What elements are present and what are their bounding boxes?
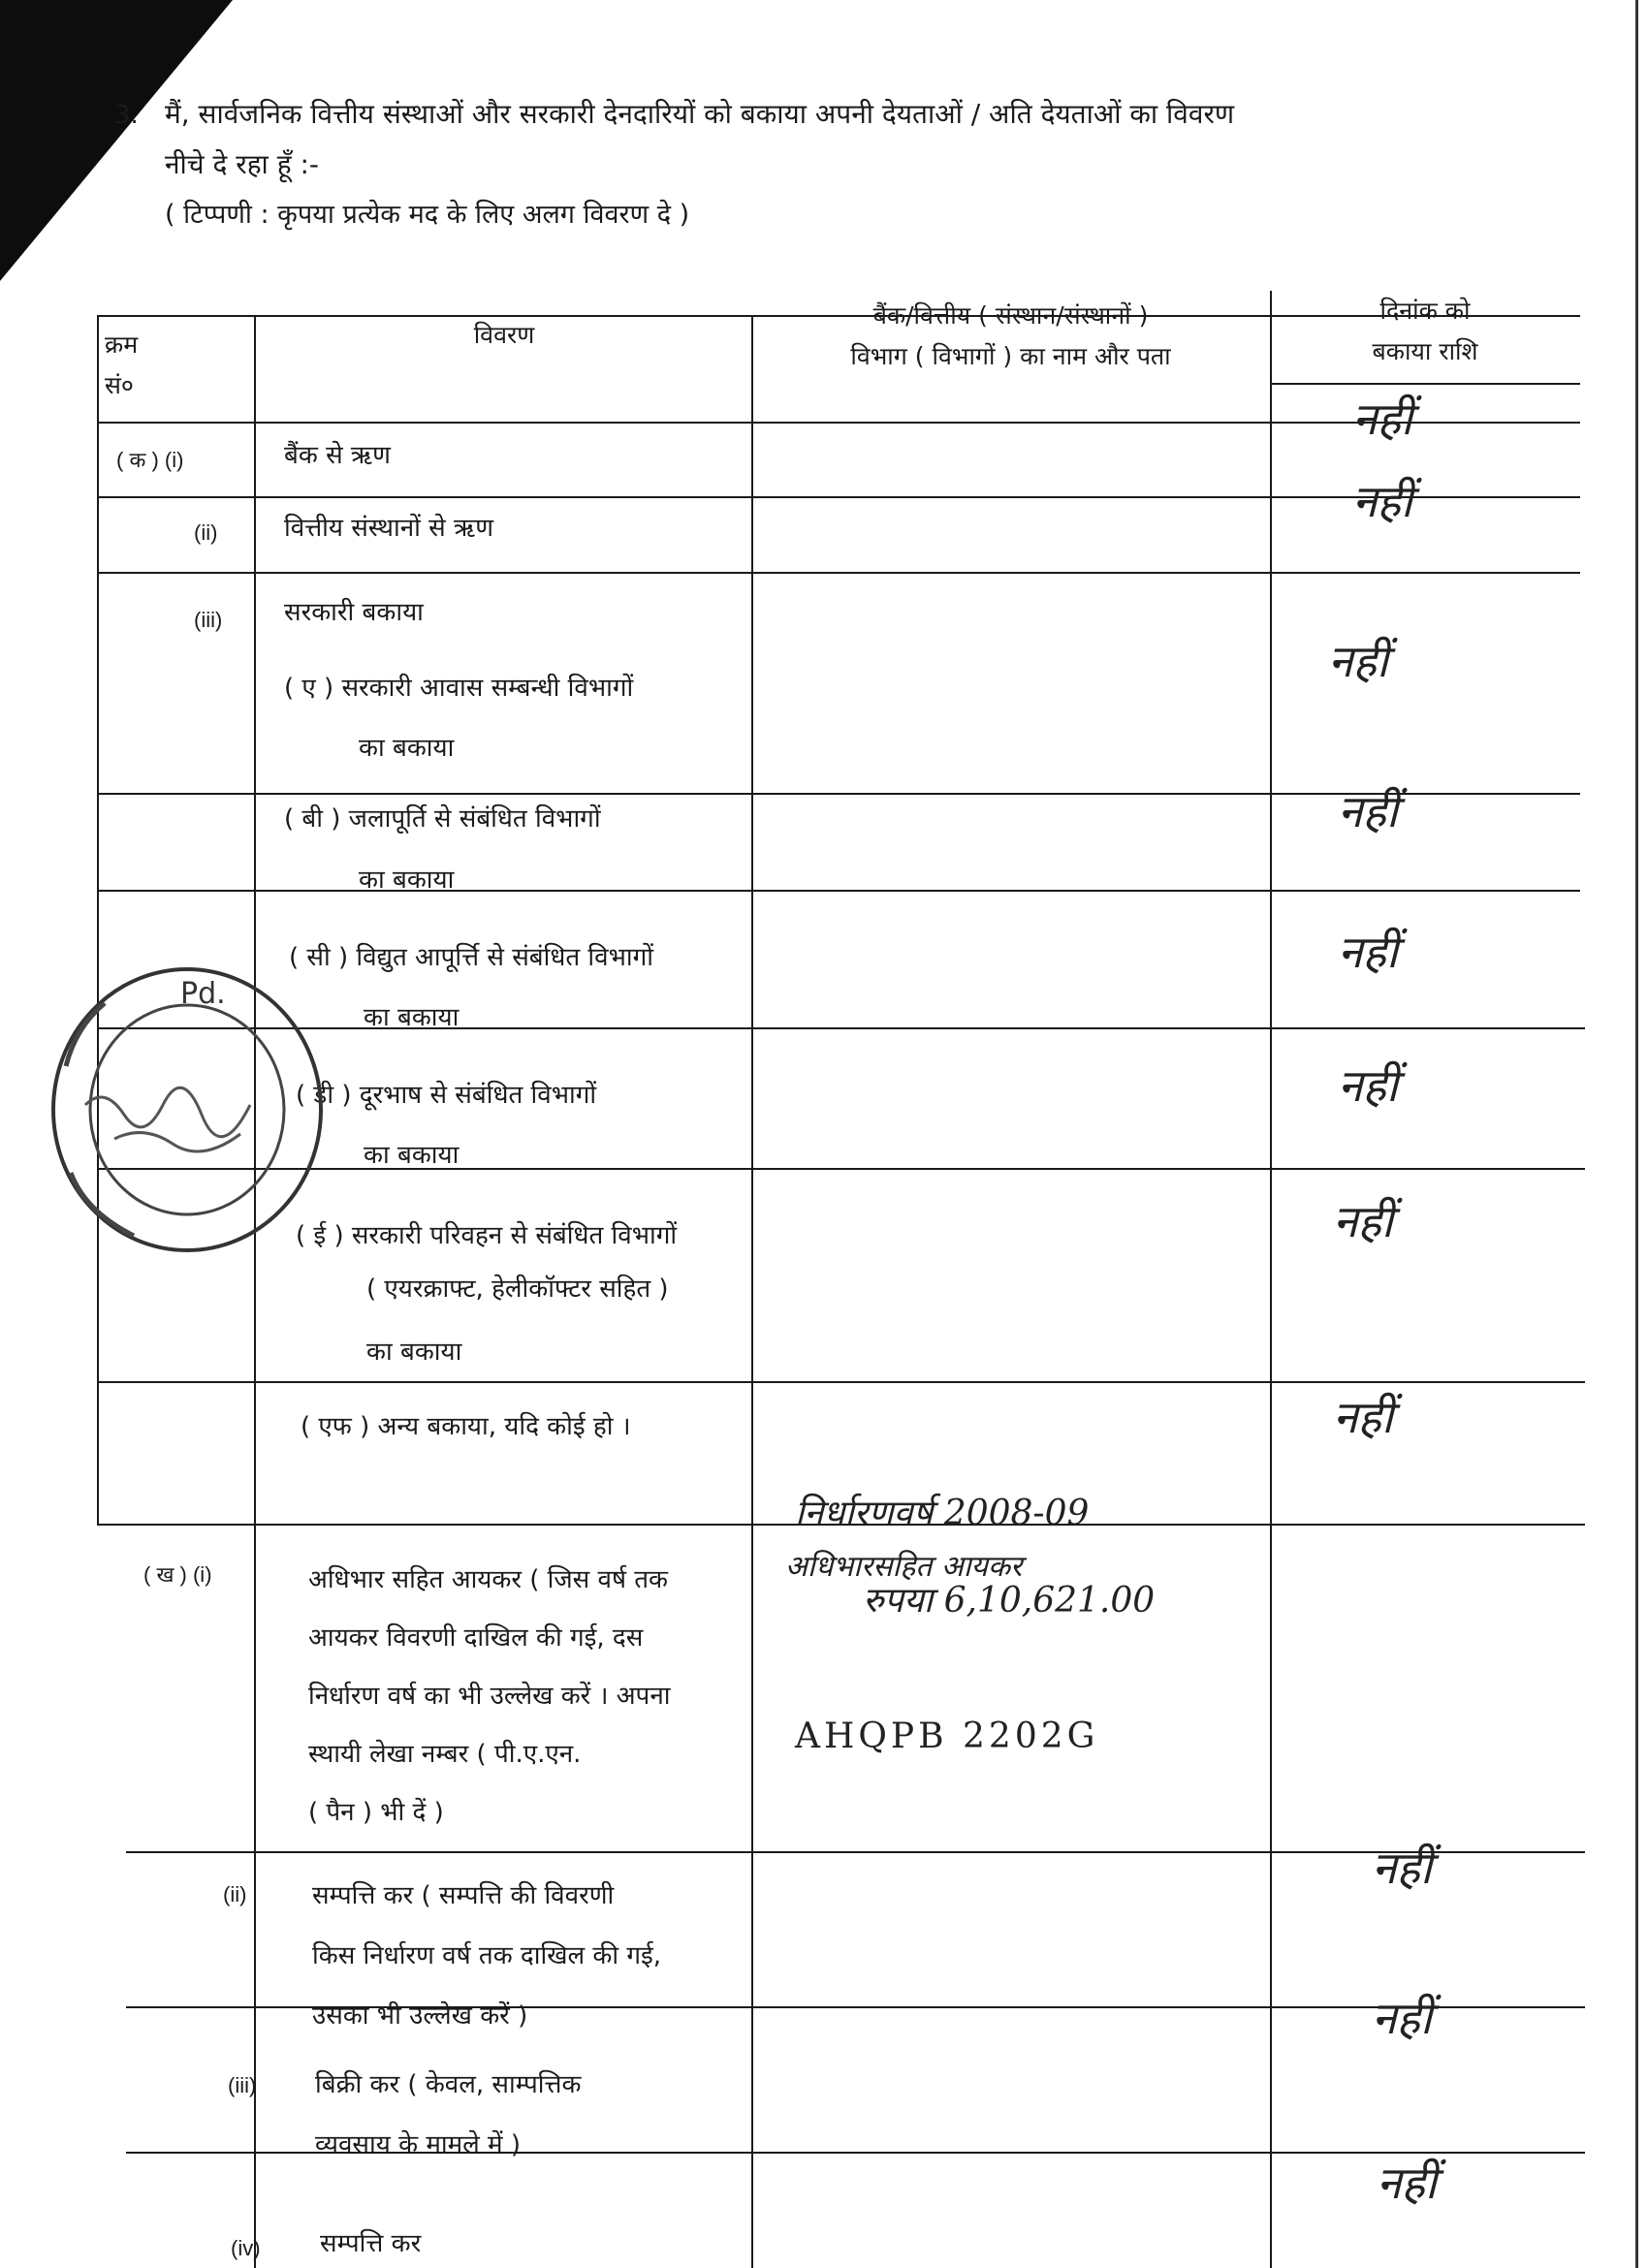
row-kha-i-assessment-year: निर्धारणवर्ष 2008-09 [795, 1494, 1090, 1533]
row-ka-i-value: नहीं [1352, 393, 1412, 445]
vline-details [751, 315, 753, 2268]
row-c-text: ( सी ) विद्युत आपूर्त्ति से संबंधित विभागों [289, 943, 653, 972]
serial-kha-iii: (iii) [228, 2073, 257, 2097]
serial-kha-ii: (ii) [223, 1882, 247, 1906]
row-a-text: ( ए ) सरकारी आवास सम्बन्धी विभागों [284, 674, 634, 703]
serial-kha-iv: (iv) [231, 2236, 261, 2260]
row-ka-ii-value: नहीं [1352, 475, 1412, 527]
row-d-value: नहीं [1338, 1059, 1398, 1112]
row-kha-ii-value: नहीं [1372, 1842, 1432, 1894]
row-kha-iii-value: नहीं [1372, 1992, 1432, 2044]
row-ka-i-text: बैंक से ऋण [284, 441, 391, 470]
row-d-text-2: का बकाया [364, 1141, 460, 1170]
stamp-fragment: Pd. [180, 977, 226, 1011]
serial-ka-ii: (ii) [194, 520, 218, 545]
intro-heading [165, 89, 1541, 240]
row-b-value: नहीं [1338, 785, 1398, 837]
rule-7 [97, 1381, 1585, 1383]
official-seal-stamp [47, 960, 328, 1260]
row-e-text: ( ई ) सरकारी परिवहन से संबंधित विभागों [296, 1221, 678, 1250]
scan-edge [1635, 0, 1638, 2268]
row-kha-i-text: अधिभार सहित आयकर ( जिस वर्ष तक आयकर विवरणी दाखिल की गई, दस निर्धारण वर्ष का भी उल्लेख करें । अपना स्थायी लेखा नम्बर ( पी.ए.एन. ( पैन ) भी दें ) [308, 1565, 671, 1827]
row-ka-ii-text: वित्तीय संस्थानों से ऋण [284, 514, 493, 543]
row-e-text-2: ( एयरक्राफ्ट, हेलीकॉफ्टर सहित ) [366, 1275, 669, 1304]
row-c-value: नहीं [1338, 926, 1398, 978]
row-a-text-2: का बकाया [359, 734, 455, 763]
row-kha-iv-value: नहीं [1377, 2157, 1437, 2209]
intro-line-1: मैं, सार्वजनिक वित्तीय संस्थाओं और सरकारी देनदारियों को बकाया अपनी देयताओं / अति देयताओं का विवरण [165, 98, 1235, 130]
rule-2 [97, 572, 1580, 574]
row-kha-i-pan: AHQPB 2202G [795, 1717, 1099, 1756]
row-c-text-2: का बकाया [364, 1003, 460, 1032]
row-b-text: ( बी ) जलापूर्ति से संबंधित विभागों [284, 804, 601, 834]
rule-amount-header [1270, 383, 1580, 385]
header-bank: बैंक/वित्तीय ( संस्थान/संस्थानों ) विभाग ( विभागों ) का नाम और पता [850, 301, 1171, 370]
row-e-text-3: का बकाया [366, 1338, 462, 1367]
row-ka-iii-text: सरकारी बकाया [284, 598, 424, 627]
row-kha-i-tax-label: अधिभारसहित आयकर [785, 1550, 1023, 1584]
row-e-value: नहीं [1333, 1195, 1393, 1247]
vline-bank [1270, 291, 1272, 2268]
row-a-value: नहीं [1328, 635, 1388, 687]
vline-serial [254, 315, 256, 2268]
row-b-text-2: का बकाया [359, 866, 455, 895]
header-amount: दिनांक को बकाया राशि [1372, 297, 1478, 365]
serial-ka-iii: (iii) [194, 608, 223, 632]
serial-ka-i: ( क ) (i) [116, 448, 184, 472]
intro-note: ( टिप्पणी : कृपया प्रत्येक मद के लिए अलग विवरण दे ) [165, 200, 690, 230]
row-d-text: ( डी ) दूरभाष से संबंधित विभागों [296, 1081, 597, 1110]
row-kha-iv-text: सम्पत्ति कर [320, 2229, 422, 2258]
header-details: विवरण [473, 321, 535, 349]
header-serial: क्रम सं० [105, 331, 139, 399]
rule-9 [126, 1851, 1585, 1853]
row-kha-iii-text: बिक्री कर ( केवल, साम्पत्तिक व्यवसाय के मामले में ) [315, 2070, 582, 2159]
row-kha-ii-text: सम्पत्ति कर ( सम्पत्ति की विवरणी किस निर्धारण वर्ष तक दाखिल की गई, उसका भी उल्लेख करें ) [312, 1881, 661, 2031]
rule-4 [97, 890, 1580, 892]
vline-left [97, 315, 99, 1524]
row-f-value: नहीं [1333, 1391, 1393, 1443]
serial-kha-i: ( ख ) (i) [143, 1562, 212, 1587]
row-f-text: ( एफ ) अन्य बकाया, यदि कोई हो । [301, 1412, 631, 1441]
row-kha-i-amount: रुपया 6,10,621.00 [863, 1581, 1156, 1621]
question-number: 3. [114, 101, 139, 130]
intro-line-2: नीचे दे रहा हूँ :- [165, 148, 320, 180]
